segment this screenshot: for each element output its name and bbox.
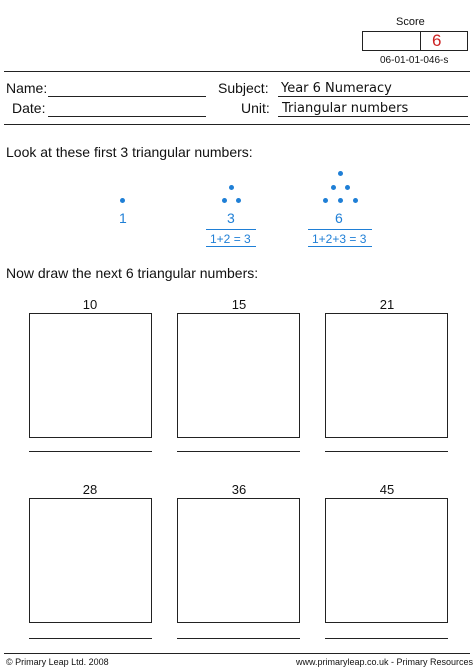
footer-copyright: © Primary Leap Ltd. 2008 <box>6 657 109 667</box>
triangle-dot <box>331 185 336 190</box>
box-number-6: 45 <box>379 482 395 497</box>
example-sum-underline <box>308 246 372 247</box>
triangle-dot <box>120 198 125 203</box>
answer-line-4[interactable] <box>29 638 152 639</box>
box-number-2: 15 <box>231 297 247 312</box>
name-label: Name: <box>6 80 48 96</box>
example-number-2: 3 <box>227 210 235 226</box>
example-sum-underline <box>308 229 372 230</box>
answer-line-1[interactable] <box>29 451 152 452</box>
answer-line-6[interactable] <box>325 638 448 639</box>
triangle-dot <box>222 198 227 203</box>
triangle-dot <box>338 171 343 176</box>
drawing-box-1[interactable] <box>29 313 152 438</box>
box-number-1: 10 <box>82 297 98 312</box>
header-bottom-rule <box>4 124 470 125</box>
task-instruction: Now draw the next 6 triangular numbers: <box>6 265 259 281</box>
score-label: Score <box>396 16 425 28</box>
unit-label: Unit: <box>241 100 270 116</box>
drawing-box-6[interactable] <box>325 498 448 623</box>
subject-field[interactable] <box>278 96 468 97</box>
drawing-box-3[interactable] <box>325 313 448 438</box>
example-sum-underline <box>206 246 256 247</box>
footer-rule <box>4 653 470 654</box>
example-sum-2: 1+2 = 3 <box>210 232 251 246</box>
box-number-5: 36 <box>231 482 247 497</box>
triangle-dot <box>323 198 328 203</box>
example-number-1: 1 <box>119 210 127 226</box>
unit-field[interactable] <box>278 116 468 117</box>
worksheet-code: 06-01-01-046-s <box>380 55 449 66</box>
answer-line-3[interactable] <box>325 451 448 452</box>
score-value: 6 <box>432 31 442 50</box>
drawing-box-2[interactable] <box>177 313 300 438</box>
triangle-dot <box>353 198 358 203</box>
drawing-box-5[interactable] <box>177 498 300 623</box>
example-sum-3: 1+2+3 = 3 <box>312 232 367 246</box>
examples-instruction: Look at these first 3 triangular numbers: <box>6 144 253 160</box>
date-field[interactable] <box>48 116 206 117</box>
triangle-dot <box>229 185 234 190</box>
triangle-dot <box>345 185 350 190</box>
answer-line-5[interactable] <box>177 638 300 639</box>
answer-line-2[interactable] <box>177 451 300 452</box>
date-label: Date: <box>12 100 46 116</box>
subject-label: Subject: <box>218 80 269 96</box>
name-field[interactable] <box>48 96 206 97</box>
box-number-4: 28 <box>82 482 98 497</box>
example-sum-underline <box>206 229 256 230</box>
box-number-3: 21 <box>379 297 395 312</box>
unit-value: Triangular numbers <box>282 101 409 116</box>
triangle-dot <box>338 198 343 203</box>
footer-website: www.primaryleap.co.uk - Primary Resources <box>296 657 474 667</box>
header-top-rule <box>4 71 470 72</box>
triangle-dot <box>236 198 241 203</box>
subject-value: Year 6 Numeracy <box>281 81 392 96</box>
drawing-box-4[interactable] <box>29 498 152 623</box>
example-number-3: 6 <box>335 210 343 226</box>
score-box <box>362 31 468 51</box>
